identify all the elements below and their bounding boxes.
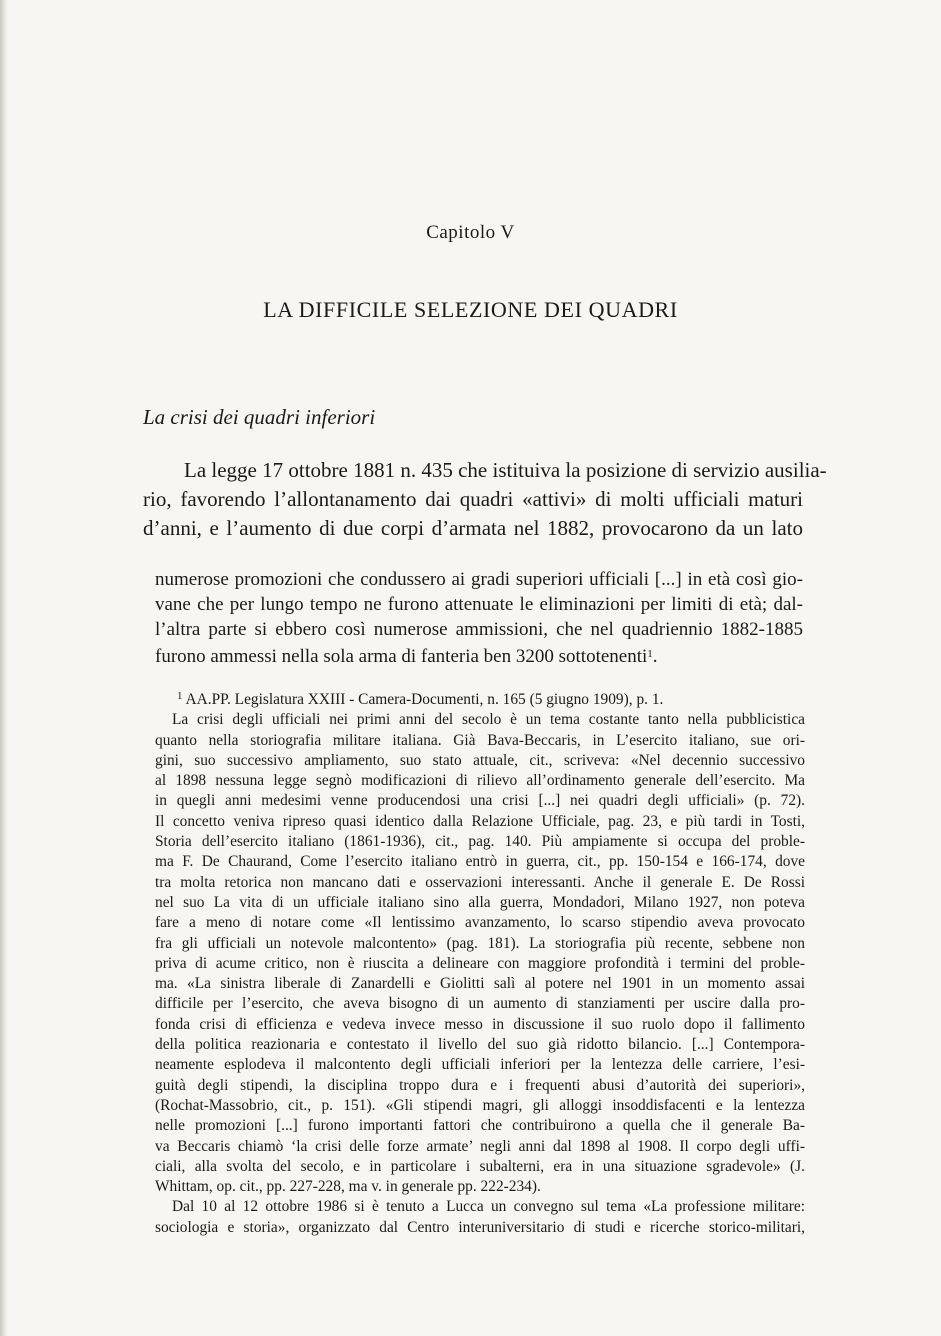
footnote-line: nel suo La vita di un ufficiale italiano sino alla guerra, Mondadori, Milano 1927, non poteva	[155, 893, 805, 911]
body-paragraph	[143, 456, 827, 543]
body-line-text: furono ammessi nella sola arma di fanteria ben 3200 sottotenenti	[155, 646, 648, 667]
footnote-line: sociologia e storia», organizzato dal Centro interuniversitario di studi e ricerche storico-militari,	[155, 1218, 805, 1236]
body-line: rio, favorendo l’allontanamento dai quadri «attivi» di molti ufficiali maturi	[143, 487, 803, 511]
footnote-line: in quegli anni medesimi venne producendosi una crisi [...] nei quadri degli ufficiali» (p. 72).	[155, 792, 805, 810]
footnote-line: fare a meno di notare come «Il lentissimo avanzamento, lo scarso stipendio aveva provocato	[155, 914, 805, 932]
footnote-line: priva di acume critico, non è riuscita a delineare con maggiore profondità i termini del proble-	[155, 954, 805, 972]
chapter-title: LA DIFFICILE SELEZIONE DEI QUADRI	[263, 297, 678, 322]
footnote-line: ma. «La sinistra liberale di Zanardelli e Giolitti salì al potere nel 1901 in un momento assai	[155, 975, 805, 993]
body-line: numerose promozioni che condussero ai gradi superiori ufficiali [...] in età così gio-	[155, 569, 803, 590]
page-binding-edge	[0, 0, 8, 1336]
footnote-line: Whittam, op. cit., pp. 227-228, ma v. in generale pp. 222-234).	[155, 1178, 541, 1196]
footnote-citation: AA.PP. Legislatura XXIII - Camera-Documenti, n. 165 (5 giugno 1909), p. 1.	[185, 691, 664, 708]
footnote-line: La crisi degli ufficiali nei primi anni del secolo è un tema costante tanto nella pubblicistica	[172, 711, 805, 729]
footnote-line: Storia dell’esercito italiano (1861-1936), cit., pag. 140. Più ampiamente si occupa del proble-	[155, 833, 805, 851]
footnote-line: quanto nella storiografia militare italiana. Già Bava-Beccaris, in L’esercito italiano, sue ori-	[155, 731, 805, 749]
footnote-first-line	[155, 686, 805, 710]
section-heading: La crisi dei quadri inferiori	[143, 405, 376, 429]
footnote-line: fra gli ufficiali un notevole malcontento» (pag. 181). La storiografia più recente, sebbene non	[155, 934, 805, 952]
footnote-line: guità degli stipendi, la disciplina troppo dura e i frequenti abusi d’autorità dei superiori»,	[155, 1076, 805, 1094]
footnote-line: fonda crisi di efficienza e vedeva invece messo in discussione il suo ruolo dopo il fallimento	[155, 1015, 805, 1033]
footnote-line: (Rochat-Massobrio, cit., p. 151). «Gli stipendi magri, gli alloggi insoddisfacenti e la lentezza	[155, 1096, 805, 1114]
footnotes	[155, 686, 805, 1238]
footnote-marker: 1	[177, 690, 183, 702]
footnote-line: neamente esplodeva il malcontento degli ufficiali inferiori per la lentezza delle carriere, l’esi-	[155, 1056, 805, 1074]
footnote-line: Il concetto veniva ripreso quasi identico dalla Relazione Ufficiale, pag. 23, e più tardi in Tosti,	[155, 812, 805, 830]
body-line: d’anni, e l’aumento di due corpi d’armata nel 1882, provocarono da un lato	[143, 516, 803, 540]
chapter-label: Capitolo V	[426, 222, 515, 243]
body-line: l’altra parte si ebbero così numerose ammissioni, che nel quadriennio 1882-1885	[155, 619, 803, 640]
footnote-line: al 1898 nessuna legge segnò modificazioni di rilievo all’ordinamento generale dell’esercito. Ma	[155, 772, 805, 790]
footnote-reference: 1	[647, 648, 653, 660]
body-line: La legge 17 ottobre 1881 n. 435 che istituiva la posizione di servizio ausilia-	[184, 458, 827, 482]
footnote-line: va Beccaris chiamò ‘la crisi delle forze armate’ negli anni dal 1898 al 1908. Il corpo degli uffi-	[155, 1137, 805, 1155]
footnote-line: tra molta retorica non mancano dati e osservazioni interessanti. Anche il generale E. De Rossi	[155, 873, 805, 891]
footnote-line: della politica reazionaria e contestato il livello del suo già ridotto bilancio. [...] Contempora-	[155, 1036, 805, 1054]
footnote-line: ciali, alla svolta del secolo, e in particolare i subalterni, era in una situazione sgradevole» (J.	[155, 1157, 805, 1175]
footnote-line: nelle promozioni [...] furono importanti fattori che contribuirono a quella che il generale Ba-	[155, 1117, 805, 1135]
footnote-line: ma F. De Chaurand, Come l’esercito italiano entrò in guerra, cit., pp. 150-154 e 166-174, dove	[155, 853, 805, 871]
footnote-line: gini, suo successivo ampliamento, suo stato attuale, cit., scriveva: «Nel decennio successivo	[155, 751, 805, 769]
body-line	[155, 642, 803, 669]
body-line: vane che per lungo tempo ne furono attenuate le eliminazioni per limiti di età; dal-	[155, 594, 803, 615]
footnote-line: Dal 10 al 12 ottobre 1986 si è tenuto a Lucca un convegno sul tema «La professione militare:	[172, 1198, 805, 1216]
footnote-line: difficile per l’esercito, che aveva bisogno di un aumento di stanziamenti per uscire dalla pro-	[155, 995, 805, 1013]
end-punctuation: .	[652, 646, 658, 667]
body-quote	[155, 567, 803, 669]
